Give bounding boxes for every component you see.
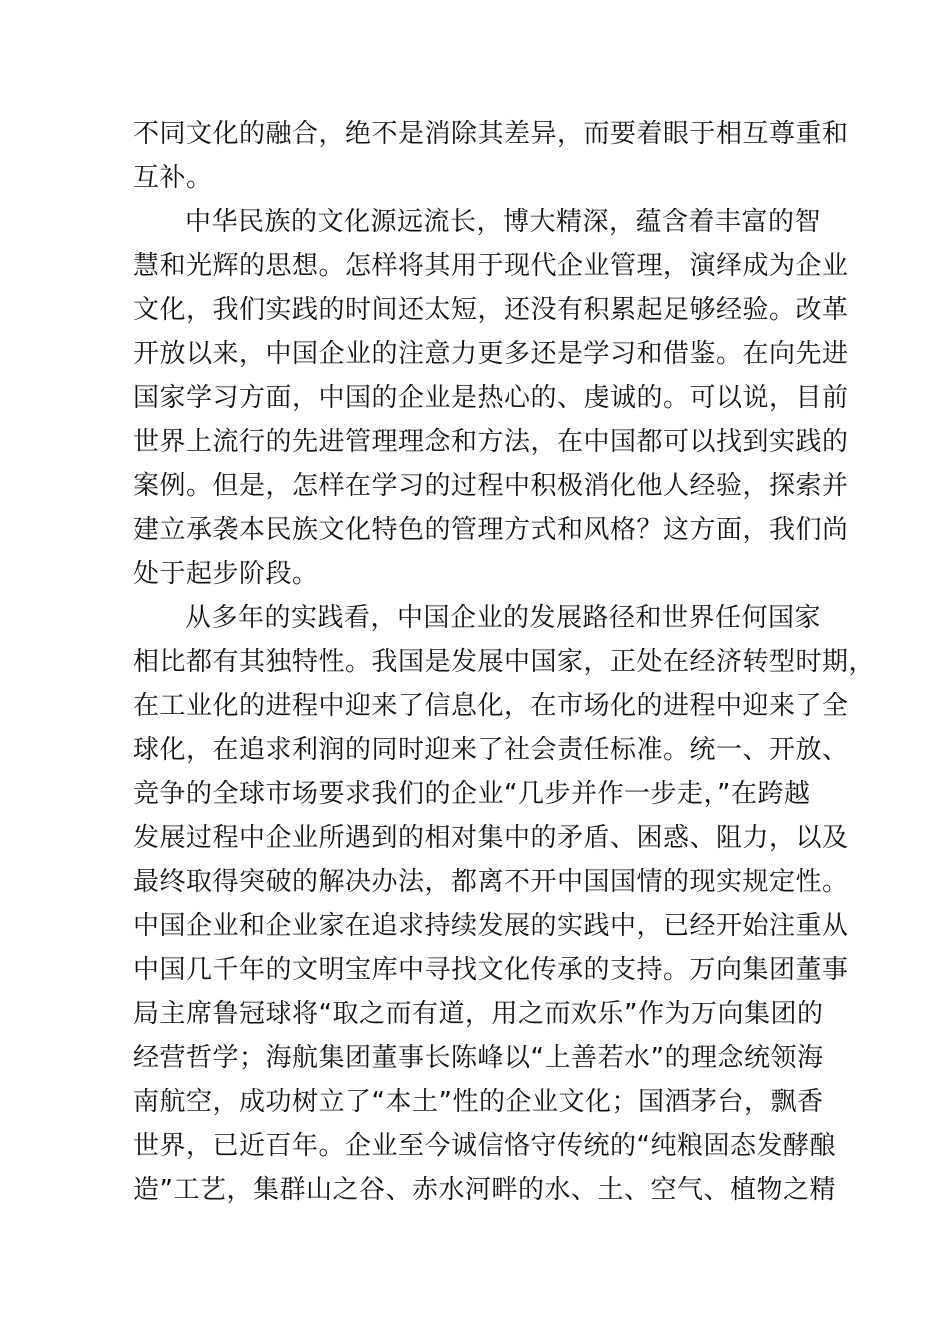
text-line: 球化，在追求利润的同时迎来了社会责任标准。统一、开放、 xyxy=(133,735,849,765)
text-line: 慧和光辉的思想。怎样将其用于现代企业管理，演绎成为企业 xyxy=(133,251,849,281)
paragraph-first-line: 中华民族的文化源远流长，博大精深，蕴含着丰富的智 xyxy=(185,207,822,237)
text-line: 世界，已近百年。企业至今诚信恪守传统的“纯粮固态发酵酿 xyxy=(133,1131,836,1161)
text-line: 相比都有其独特性。我国是发展中国家，正处在经济转型时期， xyxy=(133,647,876,677)
text-line: 中国企业和企业家在追求持续发展的实践中，已经开始注重从 xyxy=(133,911,849,941)
text-line: 国家学习方面，中国的企业是热心的、虔诚的。可以说，目前 xyxy=(133,383,849,413)
text-line: 竞争的全球市场要求我们的企业“几步并作一步走，”在跨越 xyxy=(133,779,811,809)
text-line: 不同文化的融合，绝不是消除其差异，而要着眼于相互尊重和 xyxy=(133,119,849,149)
text-line: 在工业化的进程中迎来了信息化，在市场化的进程中迎来了全 xyxy=(133,691,849,721)
text-line: 互补。 xyxy=(133,163,213,193)
text-line: 造”工艺，集群山之谷、赤水河畔的水、土、空气、植物之精 xyxy=(133,1175,836,1205)
text-line: 案例。但是，怎样在学习的过程中积极消化他人经验，探索并 xyxy=(133,471,849,501)
paragraph-first-line: 从多年的实践看，中国企业的发展路径和世界任何国家 xyxy=(185,603,822,633)
text-line: 中国几千年的文明宝库中寻找文化传承的支持。万向集团董事 xyxy=(133,955,849,985)
text-line: 经营哲学；海航集团董事长陈峰以“上善若水”的理念统领海 xyxy=(133,1043,824,1073)
text-line: 处于起步阶段。 xyxy=(133,559,319,589)
text-line: 建立承袭本民族文化特色的管理方式和风格？这方面，我们尚 xyxy=(133,515,849,545)
text-line: 开放以来，中国企业的注意力更多还是学习和借鉴。在向先进 xyxy=(133,339,849,369)
text-line: 南航空，成功树立了“本土”性的企业文化；国酒茅台，飘香 xyxy=(133,1087,824,1117)
text-line: 最终取得突破的解决办法，都离不开中国国情的现实规定性。 xyxy=(133,867,849,897)
text-line: 发展过程中企业所遇到的相对集中的矛盾、困惑、阻力，以及 xyxy=(133,823,849,853)
text-line: 文化，我们实践的时间还太短，还没有积累起足够经验。改革 xyxy=(133,295,849,325)
text-line: 世界上流行的先进管理理念和方法，在中国都可以找到实践的 xyxy=(133,427,849,457)
text-line: 局主席鲁冠球将“取之而有道，用之而欢乐”作为万向集团的 xyxy=(133,999,824,1029)
